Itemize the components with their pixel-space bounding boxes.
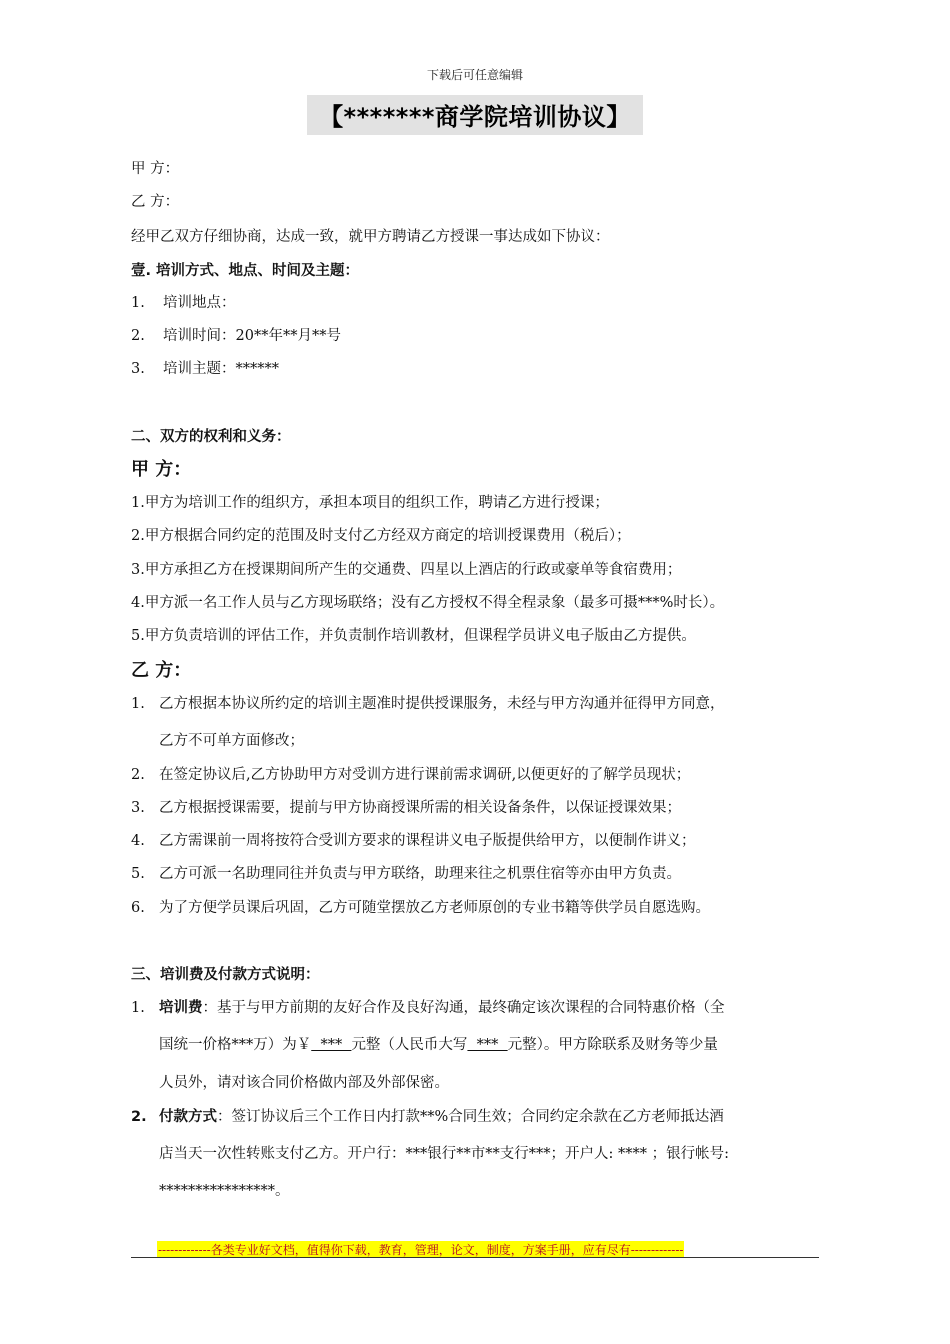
list-number: 1. bbox=[131, 696, 145, 712]
list-text: 乙方可派一名助理同往并负责与甲方联络，助理来往之机票住宿等亦由甲方负责。 bbox=[159, 866, 681, 882]
list-text: 乙方根据授课需要，提前与甲方协商授课所需的相关设备条件，以保证授课效果； bbox=[159, 800, 681, 816]
intro-text: 经甲乙双方仔细协商，达成一致，就甲方聘请乙方授课一事达成如下协议： bbox=[131, 229, 610, 245]
party-a-line: 甲 方： bbox=[131, 161, 180, 177]
list-number: 1. bbox=[131, 1000, 145, 1016]
list-text: 乙方需课前一周将按符合受训方要求的课程讲义电子版提供给甲方，以便制作讲义； bbox=[159, 833, 696, 849]
payment-text: ：签订协议后三个工作日内打款**%合同生效；合同约定余款在乙方老师抵达酒 bbox=[217, 1109, 724, 1125]
fee-label: 培训费 bbox=[159, 1000, 203, 1016]
list-number: 1. bbox=[131, 295, 145, 311]
party-a-item: 1.甲方为培训工作的组织方，承担本项目的组织工作，聘请乙方进行授课； bbox=[131, 495, 609, 511]
list-text: 乙方根据本协议所约定的培训主题准时提供授课服务，未经与甲方沟通并征得甲方同意， bbox=[159, 696, 725, 712]
title-wrap bbox=[0, 95, 950, 135]
fee-amount: *** bbox=[311, 1037, 352, 1053]
list-text: 培训主题：****** bbox=[163, 361, 279, 377]
document-title: 【*******商学院培训协议】 bbox=[307, 95, 643, 135]
list-number: 2. bbox=[131, 1109, 147, 1125]
party-b-line: 乙 方： bbox=[131, 194, 180, 210]
list-item bbox=[131, 324, 341, 345]
list-text: 为了方便学员课后巩固，乙方可随堂摆放乙方老师原创的专业书籍等供学员自愿选购。 bbox=[159, 900, 710, 916]
party-b-item bbox=[131, 829, 696, 850]
list-text: 在签定协议后,乙方协助甲方对受训方进行课前需求调研,以便更好的了解学员现状； bbox=[159, 767, 691, 783]
payment-line-1 bbox=[131, 1105, 724, 1126]
payment-line-3: ****************。 bbox=[159, 1183, 290, 1199]
fee-text: 国统一价格***万）为￥ bbox=[159, 1037, 312, 1053]
party-b-item bbox=[131, 896, 710, 917]
list-text: 培训时间：20**年**月**号 bbox=[163, 328, 341, 344]
fee-amount-cn: *** bbox=[467, 1037, 508, 1053]
list-item bbox=[131, 357, 279, 378]
list-number: 2. bbox=[131, 767, 145, 783]
party-b-label: 乙 方： bbox=[131, 660, 192, 681]
party-b-item bbox=[131, 862, 681, 883]
payment-line-2: 店当天一次性转账支付乙方。开户行：***银行**市**支行***；开户人: **** ；银行帐号: bbox=[159, 1146, 729, 1162]
party-a-label: 甲 方： bbox=[131, 459, 192, 480]
party-a-item: 4.甲方派一名工作人员与乙方现场联络；没有乙方授权不得全程录象（最多可摄***%时长）。 bbox=[131, 595, 725, 611]
list-text: 培训地点： bbox=[163, 295, 236, 311]
fee-text: 元整）。甲方除联系及财务等少量 bbox=[507, 1037, 718, 1053]
header-note: 下载后可任意编辑 bbox=[426, 68, 523, 82]
party-b-item-continuation: 乙方不可单方面修改； bbox=[159, 733, 304, 749]
list-number: 5. bbox=[131, 866, 145, 882]
list-number: 6. bbox=[131, 900, 145, 916]
list-item bbox=[131, 291, 236, 312]
party-b-item bbox=[131, 692, 725, 713]
footer-divider bbox=[131, 1257, 819, 1258]
fee-line-3: 人员外，请对该合同价格做内部及外部保密。 bbox=[159, 1075, 449, 1091]
fee-line-1 bbox=[131, 996, 725, 1017]
list-number: 3. bbox=[131, 361, 145, 377]
section1-heading: 壹. 培训方式、地点、时间及主题： bbox=[131, 263, 360, 279]
list-number: 4. bbox=[131, 833, 145, 849]
party-a-item: 2.甲方根据合同约定的范围及时支付乙方经双方商定的培训授课费用（税后）； bbox=[131, 528, 631, 544]
fee-text: 元整（人民币大写 bbox=[351, 1037, 468, 1053]
payment-label: 付款方式 bbox=[159, 1109, 217, 1125]
party-b-item bbox=[131, 796, 681, 817]
section3-heading: 三、培训费及付款方式说明： bbox=[131, 967, 320, 983]
list-number: 2. bbox=[131, 328, 145, 344]
party-b-item bbox=[131, 763, 690, 784]
party-a-item: 5.甲方负责培训的评估工作，并负责制作培训教材，但课程学员讲义电子版由乙方提供。 bbox=[131, 628, 696, 644]
list-number: 3. bbox=[131, 800, 145, 816]
section2-heading: 二、双方的权利和义务： bbox=[131, 429, 291, 445]
fee-text: ：基于与甲方前期的友好合作及良好沟通，最终确定该次课程的合同特惠价格（全 bbox=[202, 1000, 725, 1016]
fee-line-2 bbox=[159, 1033, 718, 1054]
party-a-item: 3.甲方承担乙方在授课期间所产生的交通费、四星以上酒店的行政或豪单等食宿费用； bbox=[131, 562, 682, 578]
footer-banner: -------------各类专业好文档，值得你下载，教育，管理，论文，制度，方案手册，应有尽有------------- bbox=[158, 1243, 684, 1257]
